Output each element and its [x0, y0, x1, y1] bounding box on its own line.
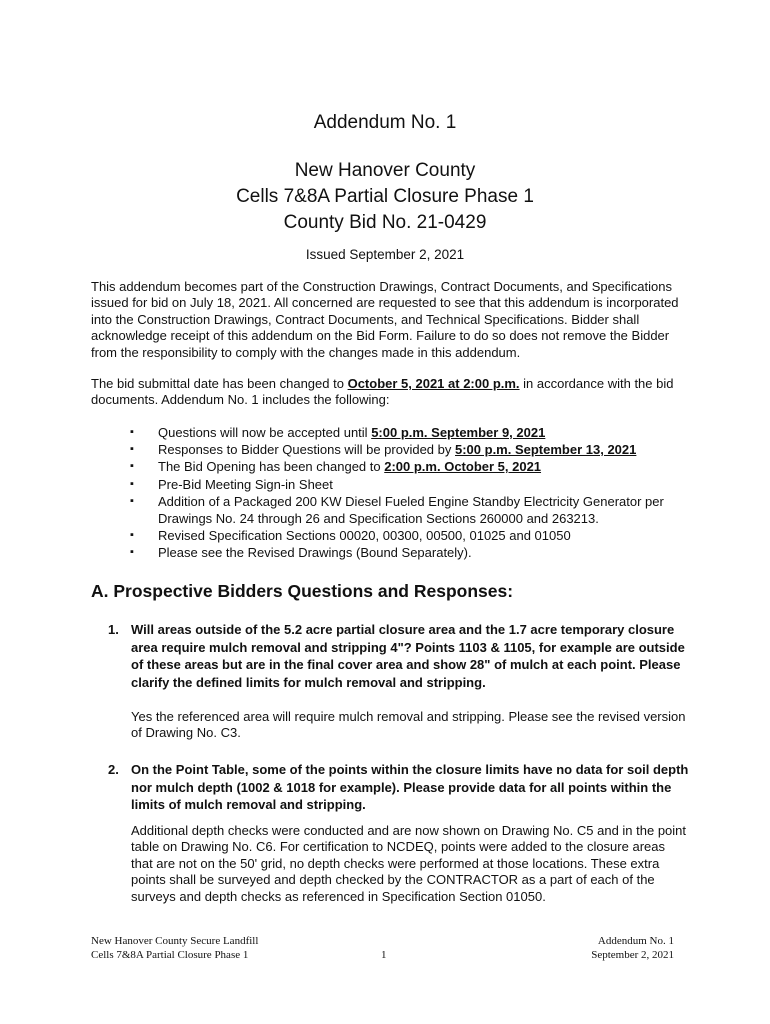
- bid-change-prefix: The bid submittal date has been changed to: [91, 376, 348, 391]
- question-text: On the Point Table, some of the points within the closure limits have no data for soil depth nor mulch depth (1002 & 1018 for example). Please provide data for all points within the limits of mulch removal and stripping.: [131, 762, 689, 812]
- list-item: ▪ Responses to Bidder Questions will be provided by 5:00 p.m. September 13, 2021: [130, 441, 690, 458]
- list-item: ▪ Addition of a Packaged 200 KW Diesel Fueled Engine Standby Electricity Generator per Drawings No. 24 through 26 and Specification Sections 260000 and 263213.: [130, 493, 690, 527]
- section-a-heading: A. Prospective Bidders Questions and Responses:: [91, 581, 514, 601]
- question-1: [108, 621, 698, 691]
- issued-date: Issued September 2, 2021: [305, 247, 465, 262]
- project-name: Cells 7&8A Partial Closure Phase 1: [236, 186, 534, 207]
- bid-number: County Bid No. 21-0429: [283, 212, 487, 233]
- footer-right: Addendum No. 1 September 2, 2021: [591, 935, 674, 961]
- page-number: 1: [381, 949, 387, 961]
- question-text: Will areas outside of the 5.2 acre partial closure area and the 1.7 acre temporary closure area require mulch removal and stripping 4"? Points 1103 & 1105, for example are outside of these areas but are in the final cover area and show 28" of mulch at each point. Please clarify the defined limits for mulch removal and stripping.: [131, 622, 685, 690]
- bid-change-paragraph: [91, 376, 691, 409]
- addendum-title: Addendum No. 1: [313, 112, 457, 133]
- list-item: ▪ Questions will now be accepted until 5:00 p.m. September 9, 2021: [130, 424, 690, 441]
- intro-paragraph: This addendum becomes part of the Construction Drawings, Contract Documents, and Specifications issued for bid on July 18, 2021. All concerned are requested to see that this addendum is incorporated into the Construction Drawings, Contract Documents, and Technical Specifications. Bidder shall acknowledge receipt of this addendum on the Bid Form. Failure to do so does not remove the Bidder from the responsibility to comply with the changes made in this addendum.: [91, 279, 679, 360]
- question-number: 1.: [108, 622, 119, 637]
- list-item: ▪ The Bid Opening has been changed to 2:00 p.m. October 5, 2021: [130, 458, 690, 475]
- answer-2: Additional depth checks were conducted and are now shown on Drawing No. C5 and in the point table on Drawing No. C6. For certification to NCDEQ, points were added to the closure areas that are not on the 50' grid, no depth checks were performed at those locations. These extra points shall be surveyed and depth checked by the CONTRACTOR as a part of each of the surveys and depth checks as referenced in Specification Section 01050.: [131, 823, 687, 904]
- list-item: ▪ Revised Specification Sections 00020, 00300, 00500, 01025 and 01050: [130, 527, 690, 544]
- list-item: ▪ Pre-Bid Meeting Sign-in Sheet: [130, 476, 690, 493]
- footer-left: New Hanover County Secure Landfill Cells 7&8A Partial Closure Phase 1: [91, 935, 259, 961]
- county-name: New Hanover County: [294, 160, 476, 181]
- bid-change-suffix: in accordance with the bid documents. Addendum No. 1 includes the following:: [91, 376, 674, 408]
- answer-1: Yes the referenced area will require mulch removal and stripping. Please see the revised version of Drawing No. C3.: [131, 709, 686, 741]
- list-item: ▪ Please see the Revised Drawings (Bound Separately).: [130, 544, 690, 561]
- bid-change-date: October 5, 2021 at 2:00 p.m.: [347, 376, 520, 391]
- title-block: [0, 110, 770, 236]
- question-number: 2.: [108, 762, 119, 777]
- includes-list: [130, 424, 690, 562]
- question-2: [108, 761, 698, 814]
